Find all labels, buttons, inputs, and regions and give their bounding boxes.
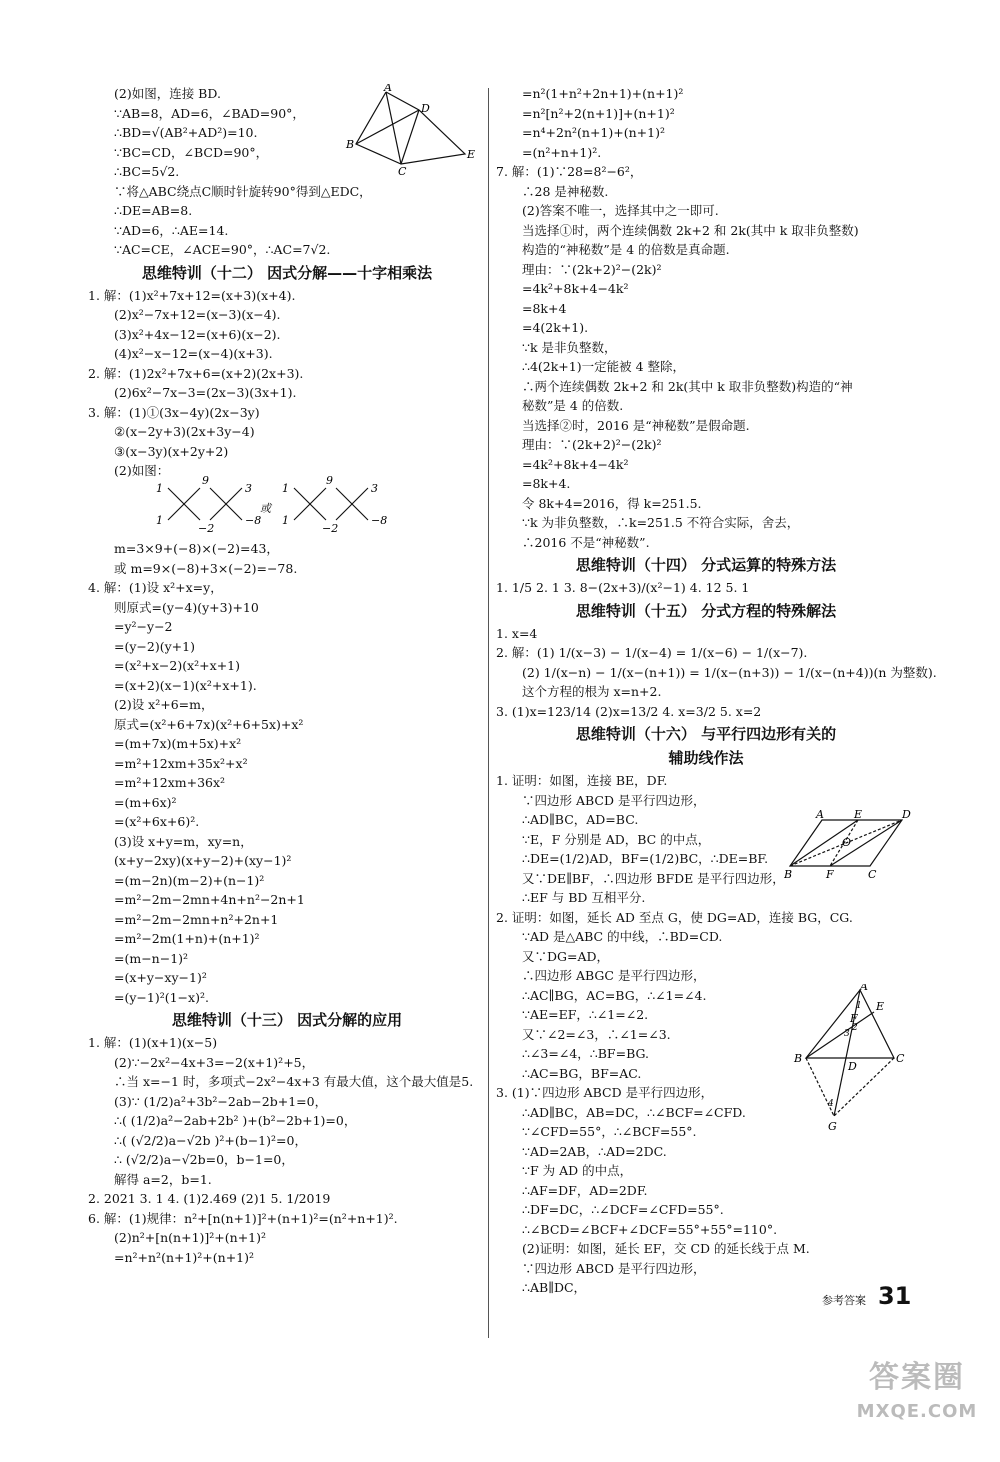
answer-line: ∵k 是非负整数， <box>522 339 617 355</box>
answer-line: (2) 1/(x−n) − 1/(x−(n+1)) = 1/(x−(n+3)) − 1/(x−(n+4))(n 为整数). <box>522 664 937 680</box>
section-heading: 思维特训（十六） 与平行四边形有关的 <box>575 725 837 743</box>
para-label-A: A <box>816 810 824 821</box>
answer-line: ∴AD∥BC，AD=BC. <box>522 812 639 827</box>
answer-line: ∵E，F 分别是 AD，BC 的中点， <box>522 831 711 847</box>
answer-line: 1. 解：(1)(x+1)(x−5) <box>88 1035 218 1050</box>
answer-line: ∴ (√2/2)a−√2b=0，b−1=0， <box>114 1152 294 1167</box>
answer-line: 又∵∠2=∠3，∴∠1=∠3. <box>522 1026 671 1042</box>
answer-line: =y²−y−2 <box>114 619 173 634</box>
answer-line: 解得 a=2，b=1. <box>114 1171 212 1187</box>
lattice-right-m2: −2 <box>322 522 339 535</box>
tri-label-C: C <box>896 1052 905 1065</box>
tri-label-D: D <box>848 1060 857 1073</box>
answer-line: ∴当 x=−1 时，多项式−2x²−4x+3 有最大值，这个最大值是5. <box>114 1074 474 1089</box>
answer-line: 3. 解：(1)①(3x−4y)(2x−3y) <box>88 404 260 420</box>
lattice-right-m8: −8 <box>371 514 388 527</box>
para-label-B: B <box>784 868 793 880</box>
answer-line: =m²−2m(1+n)+(n+1)² <box>114 931 260 946</box>
lattice-left-m8: −8 <box>245 514 262 527</box>
left-column <box>88 84 486 1267</box>
lattice-right-1b: 1 <box>282 514 289 527</box>
watermark <box>842 1354 992 1454</box>
answer-line: ∴AC=BG，BF=AC. <box>522 1065 642 1081</box>
answer-line: (x+y−2xy)(x+y−2)+(xy−1)² <box>114 853 292 868</box>
lattice-right-3: 3 <box>371 482 378 495</box>
answer-line: =(x+y−xy−1)² <box>114 970 207 985</box>
answer-line: ∴BC=5√2. <box>114 164 180 179</box>
answer-line: (2)答案不唯一，选择其中之一即可. <box>522 203 719 218</box>
answer-line: 1. 解：(1)x²+7x+12=(x+3)(x+4). <box>88 287 296 303</box>
answer-line: 4. 解：(1)设 x²+x=y， <box>88 580 223 595</box>
answer-line: (2)如图： <box>114 463 170 478</box>
answer-line: =(m+6x)² <box>114 794 177 810</box>
answer-line: ③(x−3y)(x+2y+2) <box>114 443 229 459</box>
answer-line: =8k+4 <box>522 300 567 316</box>
answer-line: =(y−1)²(1−x)². <box>114 989 209 1005</box>
answer-line: ∴DE=AB=8. <box>114 203 193 218</box>
page-number: 31 <box>877 1282 912 1310</box>
answer-line: 构造的“神秘数”是 4 的倍数是真命题. <box>522 242 730 257</box>
page-footer <box>822 1282 912 1311</box>
answer-line: =(x²+x−2)(x²+x+1) <box>114 658 241 673</box>
answer-line: =m²−2m−2mn+n²+2n+1 <box>114 911 279 927</box>
answer-line: 2. 证明：如图，延长 AD 至点 G，使 DG=AD，连接 BG，CG. <box>496 909 853 925</box>
answer-line: (2)n²+[n(n+1)]²+(n+1)² <box>114 1230 267 1245</box>
answer-line: ∴∠BCD=∠BCF+∠DCF=55°+55°=110°. <box>522 1221 778 1237</box>
label-B: B <box>346 138 355 151</box>
answer-line: 理由：∵(2k+2)²−(2k)² <box>522 437 662 452</box>
answer-line: 2. 解：(1) 1/(x−3) − 1/(x−4) = 1/(x−6) − 1/(x−7). <box>496 645 808 660</box>
answer-line: ∴28 是神秘数. <box>522 183 609 199</box>
tri-angle-3: 3 <box>844 1029 850 1039</box>
answer-line: =(m+7x)(m+5x)+x² <box>114 736 242 751</box>
answer-line: =(x+2)(x−1)(x²+x+1). <box>114 677 257 693</box>
answer-line: ∴AB∥DC， <box>522 1280 587 1295</box>
answer-line: (2)∵−2x²−4x+3=−2(x+1)²+5， <box>114 1054 315 1070</box>
tri-label-A: A <box>860 984 868 993</box>
answer-line: ∵将△ABC绕点C顺时针旋转90°得到△EDC， <box>114 183 372 199</box>
section-heading: 辅助线作法 <box>668 749 744 767</box>
answer-line: =m²−2m−2mn+4n+n²−2n+1 <box>114 892 305 907</box>
answer-line: 这个方程的根为 x=n+2. <box>522 684 662 699</box>
answer-line: =4k²+8k+4−4k² <box>522 456 629 472</box>
label-C: C <box>398 165 407 176</box>
answer-line: (4)x²−x−12=(x−4)(x+3). <box>114 346 273 361</box>
answer-line: ∴BD=√(AB²+AD²)=10. <box>114 125 258 140</box>
answer-line: =8k+4. <box>522 476 571 491</box>
answer-line: 6. 解：(1)规律：n²+[n(n+1)]²+(n+1)²=(n²+n+1)². <box>88 1210 398 1226</box>
answer-line: =(m−2n)(m−2)+(n−1)² <box>114 872 265 888</box>
section-heading: 思维特训（十三） 因式分解的应用 <box>171 1011 403 1029</box>
answer-line: ∴( (√2/2)a−√2b )²+(b−1)²=0， <box>114 1132 307 1148</box>
answer-line: ∴4(2k+1)一定能被 4 整除， <box>522 359 686 374</box>
tri-label-B: B <box>794 1052 803 1065</box>
answer-line: ∵AD=2AB，∴AD=2DC. <box>522 1143 667 1159</box>
answer-line: 当选择①时，两个连续偶数 2k+2 和 2k(其中 k 取非负整数) <box>522 222 859 238</box>
answer-line: 原式=(x²+6+7x)(x²+6+5x)+x² <box>114 716 304 732</box>
answer-line: ∵AD=6，∴AE=14. <box>114 222 229 238</box>
answer-line: ∴DE=(1/2)AD，BF=(1/2)BC，∴DE=BF. <box>522 851 769 866</box>
answer-line: (2)如图，连接 BD. <box>114 86 221 101</box>
answer-line: 则原式=(y−4)(y+3)+10 <box>114 599 259 615</box>
lattice-or: 或 <box>260 502 271 515</box>
answer-line: =m²+12xm+36x² <box>114 775 226 790</box>
answer-line: (3)x²+4x−12=(x+6)(x−2). <box>114 326 281 342</box>
answer-line: ∴( (1/2)a²−2ab+2b² )+(b²−2b+1)=0， <box>114 1113 357 1128</box>
answer-line: 令 8k+4=2016，得 k=251.5. <box>522 495 702 511</box>
answer-line: ∵四边形 ABCD 是平行四边形， <box>522 1260 706 1276</box>
answer-line: =m²+12xm+35x²+x² <box>114 755 248 771</box>
answer-line: ∴AC∥BG，AC=BG，∴∠1=∠4. <box>522 987 707 1003</box>
answer-line: ∴四边形 ABGC 是平行四边形， <box>522 968 706 983</box>
cross-multiplication-figure <box>150 474 400 542</box>
section-heading: 思维特训（十五） 分式方程的特殊解法 <box>575 601 837 620</box>
answer-line: =n²(1+n²+2n+1)+(n+1)² <box>522 86 684 101</box>
para-label-C: C <box>868 868 877 880</box>
parallelogram-figure <box>784 810 914 886</box>
para-label-D: D <box>902 810 911 821</box>
tri-label-G: G <box>828 1120 837 1133</box>
section-heading: 思维特训（十四） 分式运算的特殊方法 <box>575 556 837 574</box>
lattice-left-3: 3 <box>245 482 252 495</box>
answer-line: ∵四边形 ABCD 是平行四边形， <box>522 792 706 808</box>
footer-label: 参考答案 <box>822 1294 866 1307</box>
answer-line: ∵∠CFD=55°，∴∠BCF=55°. <box>522 1124 697 1139</box>
lattice-right-9: 9 <box>326 474 333 487</box>
answer-line: ∵k 为非负整数，∴k=251.5 不符合实际，舍去， <box>522 515 800 530</box>
answer-line: ∴EF 与 BD 互相平分. <box>522 890 646 905</box>
answer-line: 1. 1/5 2. 1 3. 8−(2x+3)/(x²−1) 4. 12 5. 1 <box>496 580 750 595</box>
answer-line: ∴∠3=∠4，∴BF=BG. <box>522 1046 649 1061</box>
label-E: E <box>467 148 476 161</box>
answer-line: (3)∵ (1/2)a²+3b²−2ab−2b+1=0， <box>114 1093 328 1109</box>
answer-line: ∴2016 不是“神秘数”. <box>522 534 650 550</box>
answer-line: =4(2k+1). <box>522 320 589 335</box>
answer-line: =n²[n²+2(n+1)]+(n+1)² <box>522 105 675 121</box>
answer-line: =(n²+n+1)². <box>522 144 602 160</box>
answer-line: =4k²+8k+4−4k² <box>522 281 629 296</box>
answer-line: =(x²+6x+6)². <box>114 814 200 829</box>
quadrilateral-figure <box>344 84 476 182</box>
answer-line: 7. 解：(1)∵28=8²−6²， <box>496 164 643 179</box>
tri-label-F: F <box>850 1012 858 1025</box>
answer-line: 理由：∵(2k+2)²−(2k)² <box>522 261 662 277</box>
section-heading: 思维特训（十二） 因式分解——十字相乘法 <box>141 263 433 282</box>
answer-line: 1. 证明：如图，连接 BE，DF. <box>496 773 668 788</box>
answer-line: ∵AD 是△ABC 的中线，∴BD=CD. <box>522 929 723 944</box>
tri-label-E: E <box>876 1000 885 1013</box>
watermark-brand: 答案圈 <box>869 1360 965 1395</box>
answer-line: ∴AF=DF，AD=2DF. <box>522 1182 648 1198</box>
answer-line: ∴两个连续偶数 2k+2 和 2k(其中 k 取非负整数)构造的“神 <box>522 378 853 394</box>
answer-line: 1. x=4 <box>496 625 538 641</box>
answer-line: ∵AC=CE，∠ACE=90°，∴AC=7√2. <box>114 242 331 257</box>
column-divider <box>488 88 489 1338</box>
answer-line: =(m−n−1)² <box>114 950 189 966</box>
answer-line: ∵AB=8，AD=6，∠BAD=90°， <box>114 105 305 121</box>
answer-line: =n²+n²(n+1)²+(n+1)² <box>114 1249 255 1265</box>
answer-line: (2)证明：如图，延长 EF，交 CD 的延长线于点 M. <box>522 1241 810 1256</box>
answer-line: =n⁴+2n²(n+1)+(n+1)² <box>522 125 665 140</box>
para-label-O: O <box>842 836 852 849</box>
answer-line: ∴DF=DC，∴∠DCF=∠CFD=55°. <box>522 1202 724 1217</box>
lattice-right-1a: 1 <box>282 482 289 495</box>
answer-line: (2)6x²−7x−3=(2x−3)(3x+1). <box>114 385 297 400</box>
tri-angle-1: 1 <box>856 1001 862 1011</box>
answer-line: (2)x²−7x+12=(x−3)(x−4). <box>114 307 281 322</box>
lattice-left-9: 9 <box>202 474 209 487</box>
tri-angle-2: 2 <box>852 1023 858 1033</box>
answer-line: ∴AD∥BC，AB=DC，∴∠BCF=∠CFD. <box>522 1104 746 1120</box>
answer-line: 2. 2021 3. 1 4. (1)2.469 (2)1 5. 1/2019 <box>88 1191 331 1206</box>
answer-line: 3. (1)x=123/14 (2)x=13/2 4. x=3/2 5. x=2 <box>496 703 762 719</box>
answer-line: ②(x−2y+3)(2x+3y−4) <box>114 424 255 439</box>
lattice-left-m2: −2 <box>198 522 215 535</box>
answer-line: m=3×9+(−8)×(−2)=43， <box>114 541 279 556</box>
answer-line: 3. (1)∵四边形 ABCD 是平行四边形， <box>496 1085 714 1100</box>
para-label-E: E <box>854 810 863 821</box>
answer-line: 2. 解：(1)2x²+7x+6=(x+2)(2x+3). <box>88 365 304 381</box>
para-label-F: F <box>826 868 834 880</box>
answer-line: ∵F 为 AD 的中点， <box>522 1163 633 1178</box>
answer-line: 当选择②时，2016 是“神秘数”是假命题. <box>522 417 750 433</box>
label-D: D <box>421 102 430 115</box>
answer-line: ∵AE=EF，∴∠1=∠2. <box>522 1007 649 1022</box>
answer-line: ∵BC=CD，∠BCD=90°， <box>114 144 269 160</box>
lattice-left-1a: 1 <box>156 482 163 495</box>
label-A: A <box>384 84 392 94</box>
answer-line: 又∵DE∥BF，∴四边形 BFDE 是平行四边形， <box>522 870 785 886</box>
answer-line: 秘数”是 4 的倍数. <box>522 398 624 413</box>
tri-angle-4: 4 <box>828 1099 834 1109</box>
answer-line: 或 m=9×(−8)+3×(−2)=−78. <box>114 560 298 576</box>
triangle-median-figure <box>790 984 910 1140</box>
watermark-url: MXQE.COM <box>856 1401 978 1422</box>
answer-line: 又∵DG=AD， <box>522 948 610 964</box>
lattice-left-1b: 1 <box>156 514 163 527</box>
answer-line: =(y−2)(y+1) <box>114 638 195 654</box>
answer-line: (3)设 x+y=m，xy=n， <box>114 833 253 849</box>
answer-line: (2)设 x²+6=m， <box>114 697 214 712</box>
